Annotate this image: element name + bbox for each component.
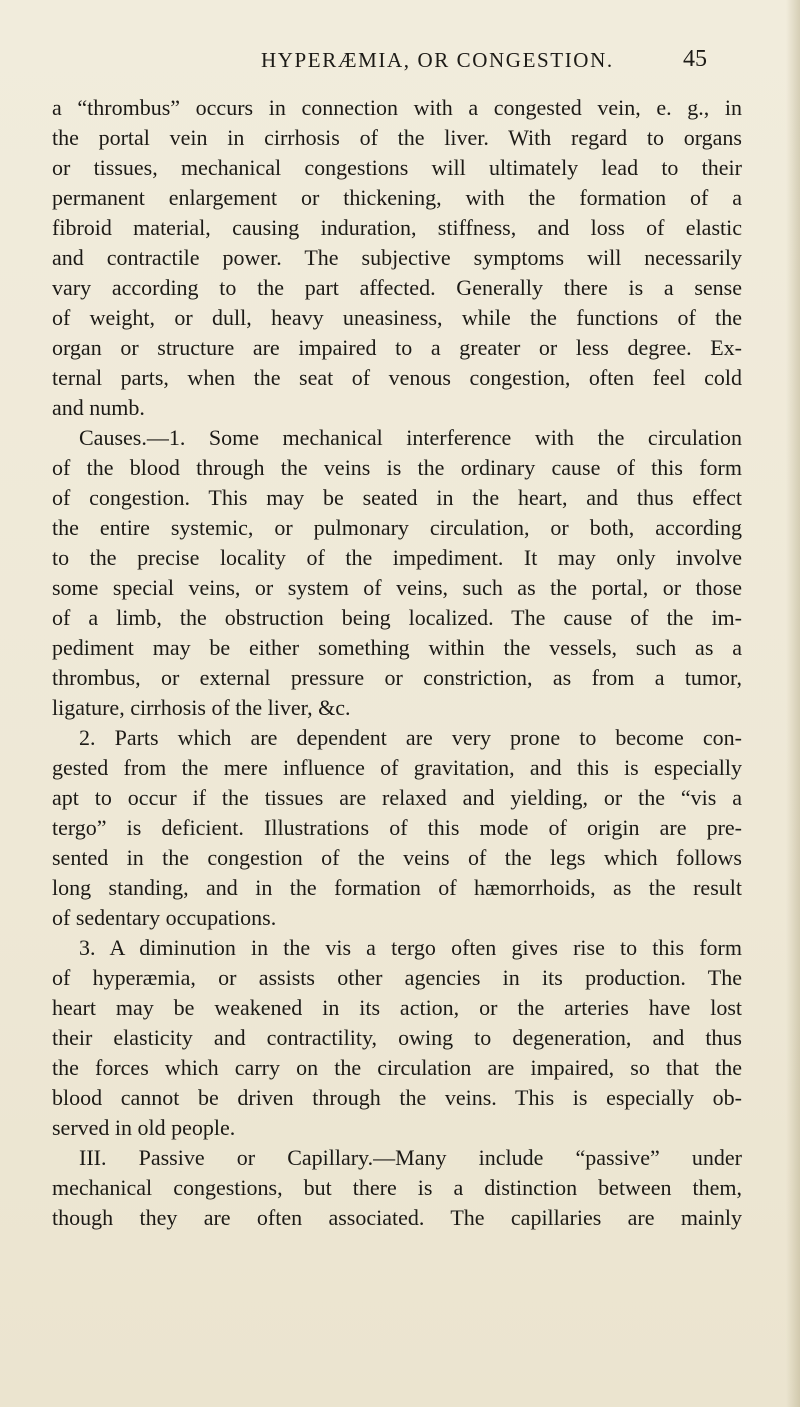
text-line: vary according to the part affected. Generally there is a sense: [52, 275, 742, 300]
text-line: served in old people.: [52, 1115, 236, 1140]
text-line: III. Passive or Capillary.—Many include “passive” under: [79, 1145, 742, 1170]
text-line: of weight, or dull, heavy uneasiness, while the functions of the: [52, 305, 742, 330]
running-head: [0, 48, 800, 78]
text-line: fibroid material, causing induration, stiffness, and loss of elastic: [52, 215, 742, 240]
text-line: of sedentary occupations.: [52, 905, 277, 930]
text-line: of congestion. This may be seated in the heart, and thus effect: [52, 485, 742, 510]
text-line: tergo” is deficient. Illustrations of this mode of origin are pre-: [52, 815, 742, 840]
text-line: to the precise locality of the impediment. It may only involve: [52, 545, 742, 570]
body-text: [52, 93, 742, 1233]
text-line: apt to occur if the tissues are relaxed and yielding, or the “vis a: [52, 785, 742, 810]
text-line: 3. A diminution in the vis a tergo often gives rise to this form: [79, 935, 742, 960]
text-line: thrombus, or external pressure or constriction, as from a tumor,: [52, 665, 742, 690]
text-line: some special veins, or system of veins, such as the portal, or those: [52, 575, 742, 600]
page-edge-shadow: [786, 0, 800, 1407]
text-line: mechanical congestions, but there is a distinction between them,: [52, 1175, 742, 1200]
text-line: though they are often associated. The capillaries are mainly: [52, 1205, 742, 1230]
text-line: and numb.: [52, 395, 145, 420]
text-line: the forces which carry on the circulation are impaired, so that the: [52, 1055, 742, 1080]
running-head-title: HYPERÆMIA, OR CONGESTION.: [261, 48, 614, 72]
text-line: organ or structure are impaired to a greater or less degree. Ex-: [52, 335, 742, 360]
text-line: the portal vein in cirrhosis of the liver. With regard to organs: [52, 125, 742, 150]
text-line: long standing, and in the formation of hæmorrhoids, as the result: [52, 875, 742, 900]
text-line: gested from the mere influence of gravitation, and this is especially: [52, 755, 742, 780]
text-line: of the blood through the veins is the ordinary cause of this form: [52, 455, 742, 480]
text-line: or tissues, mechanical congestions will ultimately lead to their: [52, 155, 742, 180]
text-line: sented in the congestion of the veins of the legs which follows: [52, 845, 742, 870]
text-line: Causes.—1. Some mechanical interference with the circulation: [79, 425, 742, 450]
text-line: their elasticity and contractility, owing to degeneration, and thus: [52, 1025, 742, 1050]
text-line: permanent enlargement or thickening, with the formation of a: [52, 185, 742, 210]
text-line: heart may be weakened in its action, or the arteries have lost: [52, 995, 742, 1020]
page-number: 45: [683, 46, 707, 72]
text-line: of hyperæmia, or assists other agencies in its production. The: [52, 965, 742, 990]
text-line: 2. Parts which are dependent are very prone to become con-: [79, 725, 742, 750]
text-line: ternal parts, when the seat of venous congestion, often feel cold: [52, 365, 742, 390]
text-line: a “thrombus” occurs in connection with a congested vein, e. g., in: [52, 95, 742, 120]
text-line: ligature, cirrhosis of the liver, &c.: [52, 695, 351, 720]
text-line: the entire systemic, or pulmonary circulation, or both, according: [52, 515, 742, 540]
text-line: pediment may be either something within the vessels, such as a: [52, 635, 742, 660]
text-line: blood cannot be driven through the veins. This is especially ob-: [52, 1085, 742, 1110]
text-line: and contractile power. The subjective symptoms will necessarily: [52, 245, 742, 270]
text-line: of a limb, the obstruction being localized. The cause of the im-: [52, 605, 742, 630]
